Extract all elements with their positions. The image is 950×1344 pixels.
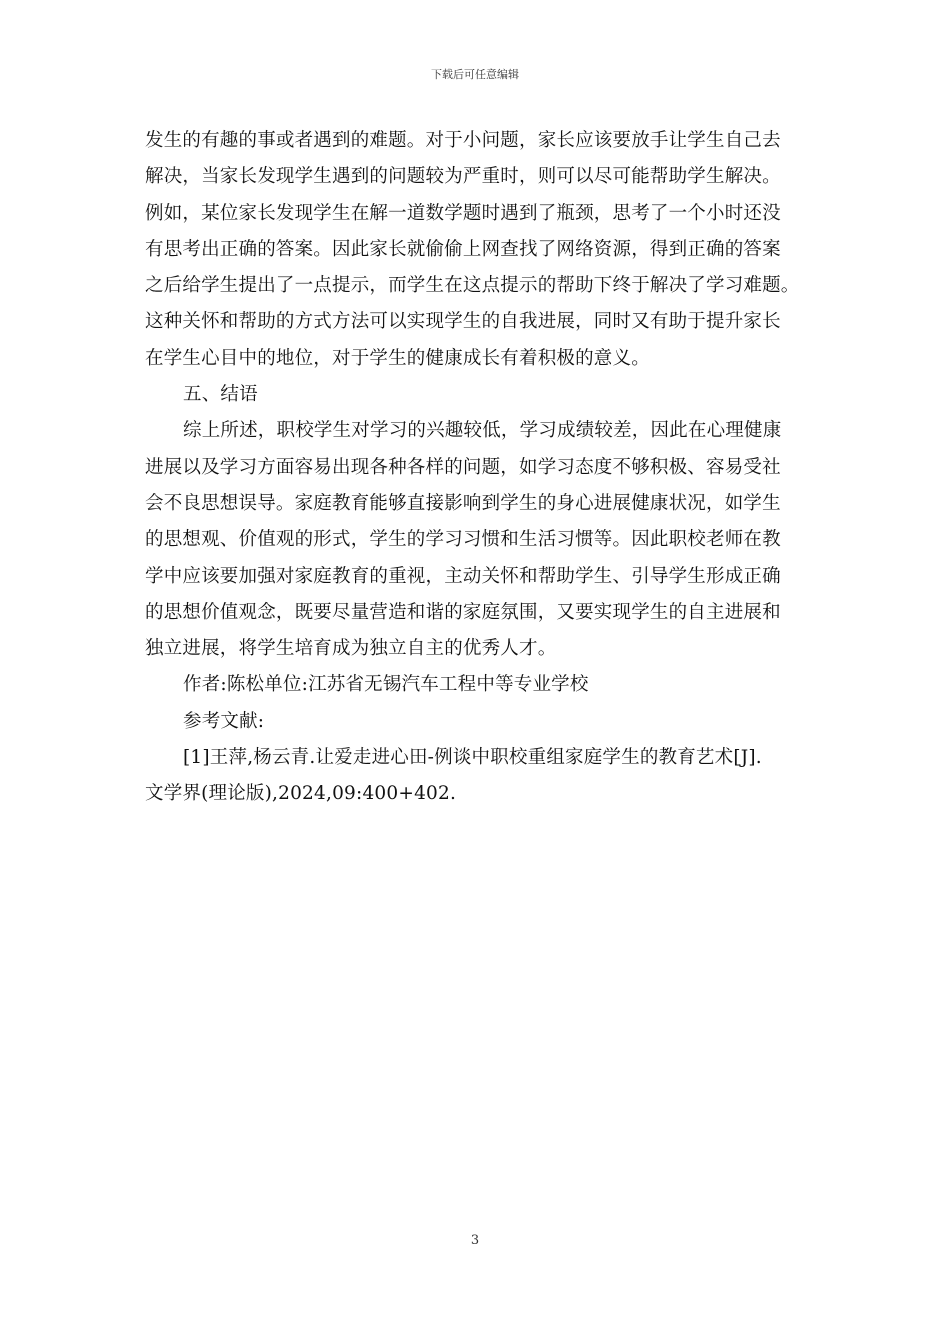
text-line: 综上所述，职校学生对学习的兴趣较低，学习成绩较差，因此在心理健康	[183, 420, 782, 442]
paragraph-conclusion	[145, 413, 815, 667]
section-heading-conclusion: 五、结语	[183, 384, 258, 406]
text-line: 发生的有趣的事或者遇到的难题。对于小问题，家长应该要放手让学生自己去	[145, 130, 781, 151]
text-line: 文学界(理论版),2024,09:400+402.	[145, 783, 457, 805]
text-line: 的思想观、价值观的形式，学生的学习习惯和生活习惯等。因此职校老师在教	[145, 529, 781, 551]
text-line: 例如，某位家长发现学生在解一道数学题时遇到了瓶颈，思考了一个小时还没	[145, 202, 781, 224]
references-heading: 参考文献:	[183, 710, 265, 732]
author-affiliation: 作者:陈松单位:江苏省无锡汽车工程中等专业学校	[183, 674, 589, 696]
text-line: 这种关怀和帮助的方式方法可以实现学生的自我进展，同时又有助于提升家长	[145, 311, 781, 333]
paragraph-family-help	[145, 123, 815, 377]
page-number: 3	[470, 1233, 480, 1248]
text-line: 会不良思想误导。家庭教育能够直接影响到学生的身心进展健康状况，如学生	[145, 492, 781, 514]
text-line: 在学生心目中的地位，对于学生的健康成长有着积极的意义。	[145, 347, 650, 369]
text-line: [1]王萍,杨云青.让爱走进心田-例谈中职校重组家庭学生的教育艺术[J].	[183, 747, 762, 769]
text-line: 学中应该要加强对家庭教育的重视，主动关怀和帮助学生、引导学生形成正确	[145, 565, 781, 587]
text-line: 进展以及学习方面容易出现各种各样的问题，如学习态度不够积极、容易受社	[145, 456, 781, 478]
document-body	[145, 123, 815, 813]
text-line: 有思考出正确的答案。因此家长就偷偷上网查找了网络资源，得到正确的答案	[145, 238, 781, 260]
text-line: 之后给学生提出了一点提示，而学生在这点提示的帮助下终于解决了学习难题。	[145, 275, 800, 297]
page-header-note: 下载后可任意编辑	[431, 68, 519, 81]
text-line: 的思想价值观念，既要尽量营造和谐的家庭氛围，又要实现学生的自主进展和	[145, 601, 781, 623]
text-line: 独立进展，将学生培育成为独立自主的优秀人才。	[145, 638, 557, 660]
reference-entry	[145, 740, 815, 813]
text-line: 解决，当家长发现学生遇到的问题较为严重时，则可以尽可能帮助学生解决。	[145, 166, 781, 188]
